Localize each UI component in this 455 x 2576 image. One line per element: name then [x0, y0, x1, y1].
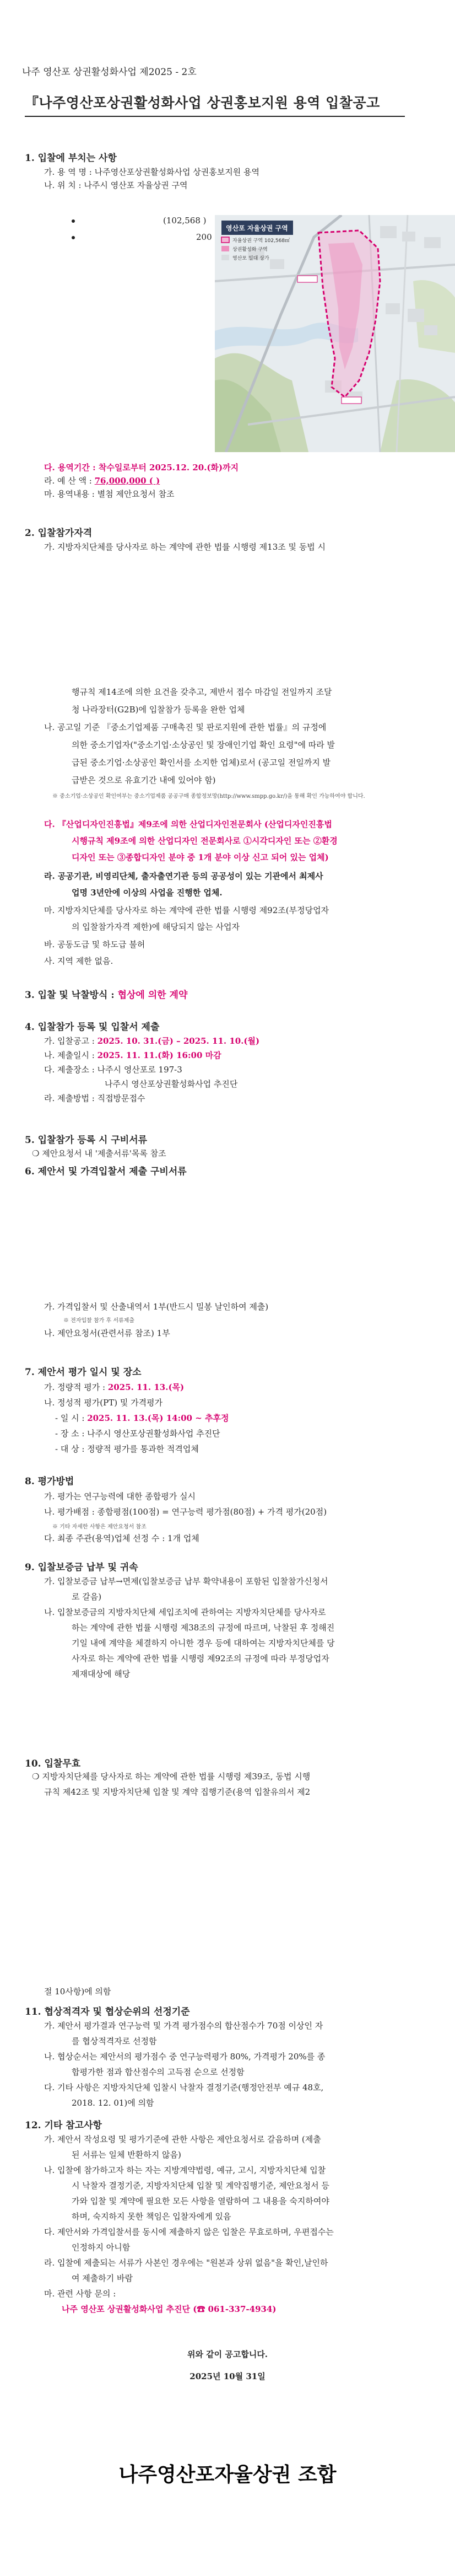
s2-d1: 라. 공공기관, 비영리단체, 출자출연기관 등의 공공성이 있는 기관에서 최제사 [44, 871, 323, 881]
section-9-heading: 9. 입찰보증금 납부 및 귀속 [25, 1562, 138, 1573]
s9-a1: 가. 입찰보증금 납부→면제(입찰보증금 납부 확약내용이 포함된 입찰참가신청서 [44, 1576, 328, 1586]
s9-b1: 나. 입찰보증금의 지방자치단체 세입조치에 관하여는 지방자치단체를 당사자로 [44, 1607, 326, 1617]
s6-ga: 가. 가격입찰서 및 산출내역서 1부(반드시 밀봉 날인하여 제출) [44, 1302, 269, 1312]
s1-bullet-count: 200 [72, 232, 212, 243]
s2-b2: 의한 중소기업자("중소기업·소상공인 및 장애인기업 확인 요령"에 따라 발 [72, 740, 335, 750]
s9-a2: 로 갈음) [72, 1592, 102, 1602]
s7-b: 나. 정성적 평가(PT) 및 가격평가 [44, 1398, 163, 1408]
s1-scope: 마. 용역내용 : 별첨 제안요청서 참조 [44, 489, 175, 499]
s9-b4: 사자로 하는 계약에 관한 법률 시행령 제92조의 규정에 따라 부정당업자 [72, 1654, 329, 1663]
s11-c2: 2018. 12. 01)에 의함 [72, 2098, 154, 2108]
page-title: 『나주영산포상권활성화사업 상권홍보지원 용역 입찰공고 [25, 95, 380, 111]
s2-c2: 시행규칙 제9조에 의한 산업디자인 전문회사로 ①시각디자인 또는 ②환경 [72, 836, 338, 846]
s4-c2: 나주시 영산포상권활성화사업 추진단 [105, 1079, 238, 1089]
s4-d: 라. 제출방법 : 직접방문접수 [44, 1093, 145, 1103]
s2-b3: 급된 중소기업·소상공인 확인서를 소지한 업체)로서 (공고일 전일까지 발 [72, 758, 331, 768]
s12-a2: 된 서류는 일체 반환하지 않음) [72, 2150, 181, 2160]
s11-c1: 다. 기타 사항은 지방자치단체 입찰시 낙찰자 결정기준(행정안전부 예규 48호, [44, 2083, 324, 2092]
district-map-image [215, 215, 455, 452]
s1-period: 다. 용역기간 : 착수일로부터 2025.12. 20.(화)까지 [44, 463, 239, 473]
section-8-heading: 8. 평가방법 [25, 1476, 74, 1487]
s12-b3: 가와 입찰 및 계약에 필요한 모든 사항을 열람하여 그 내용을 숙지하여야 [72, 2196, 329, 2206]
closing-line: 위와 같이 공고합니다. [187, 2349, 268, 2359]
bullet-icon [72, 219, 75, 223]
s10-a1: ❍ 지방자치단체를 당사자로 하는 계약에 관한 법률 시행령 제39조, 동법 시행 [32, 1772, 311, 1781]
s2-a2: 행규칙 제14조에 의한 요건을 갖추고, 제반서 접수 마감일 전일까지 조달 [72, 687, 332, 697]
section-10-heading: 10. 입찰무효 [25, 1758, 81, 1769]
s6-note: ※ 전자입찰 참가 후 서류제출 [63, 1318, 134, 1324]
s2-b1: 나. 공고일 기준 『중소기업제품 구매촉진 및 판로지원에 관한 법률』의 규정에 [44, 722, 327, 732]
district-map [215, 215, 455, 452]
s2-f: 바. 공동도급 및 하도급 불허 [44, 940, 145, 949]
s7-b1: - 일 시 : 2025. 11. 13.(목) 14:00 ~ 추후정 [55, 1413, 229, 1423]
bullet-icon [72, 236, 75, 239]
s5-item: ❍ 제안요청서 내 '제출서류'목록 참조 [32, 1149, 166, 1158]
s2-b4: 급받은 것으로 유효기간 내에 있어야 함) [72, 775, 216, 785]
s9-b3: 기일 내에 계약을 체결하지 아니한 경우 등에 대하여는 지방자치단체를 당 [72, 1638, 335, 1648]
s11-b1: 나. 협상순서는 제안서의 평가점수 중 연구능력평가 80%, 가격평가 20%를 종 [44, 2052, 326, 2062]
section-2-heading: 2. 입찰참가자격 [25, 528, 93, 539]
s10-a3: 절 10사항)에 의함 [44, 1987, 111, 1997]
s4-b: 나. 제출일시 : 2025. 11. 11.(화) 16:00 마감 [44, 1050, 221, 1060]
legend-swatch-core [221, 246, 229, 251]
s1-budget: 라. 예 산 액 : 76,000,000 ( ) [44, 476, 160, 486]
s12-b4: 하며, 숙지하지 못한 책임은 입찰자에게 있음 [72, 2212, 231, 2221]
section-6-heading: 6. 제안서 및 가격입찰서 제출 구비서류 [25, 1166, 187, 1177]
s7-b3: - 대 상 : 정량적 평가를 통과한 적격업체 [55, 1444, 199, 1454]
s1-service-name: 가. 용 역 명 : 나주영산포상권활성화사업 상권홍보지원 용역 [44, 167, 259, 177]
map-legend-shops: 영산포 일대 상가 [232, 256, 269, 261]
s2-g: 사. 지역 제한 없음. [44, 956, 113, 966]
s12-c2: 인정하지 아니함 [72, 2242, 131, 2252]
s2-a: 가. 지방자치단체를 당사자로 하는 계약에 관한 법률 시행령 제13조 및 동법 시 [44, 542, 326, 552]
document-number: 나주 영산포 상권활성화사업 제2025 - 2호 [22, 67, 197, 78]
s2-e2: 의 입찰참가자격 제한)에 해당되지 않는 사업자 [72, 922, 240, 932]
section-5-heading: 5. 입찰참가 등록 시 구비서류 [25, 1135, 148, 1146]
section-11-heading: 11. 협상적격자 및 협상순위의 선정기준 [25, 2006, 190, 2017]
s7-b2: - 장 소 : 나주시 영산포상권활성화사업 추진단 [55, 1429, 220, 1439]
legend-swatch-district [221, 237, 229, 243]
s1-location: 나. 위 치 : 나주시 영산포 자율상권 구역 [44, 180, 188, 190]
s8-c: 다. 최종 주관(용역)업체 선정 수 : 1개 업체 [44, 1533, 199, 1543]
s2-c1: 다. 『산업디자인진흥법』제9조에 의한 산업디자인전문회사 (산업디자인진흥법 [44, 819, 332, 829]
s11-a1: 가. 제안서 평가결과 연구능력 및 가격 평가점수의 합산점수가 70점 이상인 자 [44, 2021, 323, 2031]
s9-b2: 하는 계약에 관한 법률 시행령 제38조의 규정에 따르며, 낙찰된 후 정해진 [72, 1623, 335, 1633]
closing-date: 2025년 10월 31일 [189, 2371, 266, 2381]
s6-na: 나. 제안요청서(관련서류 참조) 1부 [44, 1328, 170, 1338]
section-1-heading: 1. 입찰에 부치는 사항 [25, 153, 117, 164]
s8-b: 나. 평가배점 : 종합평점(100점) = 연구능력 평가점(80점) + 가격 평가(20점) [44, 1507, 327, 1517]
s12-e: 마. 관련 사항 문의 : [44, 2289, 116, 2299]
s12-a1: 가. 제안서 작성요령 및 평가기준에 관한 사항은 제안요청서로 갈음하며 (제출 [44, 2134, 321, 2144]
s11-a2: 를 협상적격자로 선정함 [72, 2036, 157, 2046]
s11-b2: 합평가한 점과 합산점수의 고득점 순으로 선정함 [72, 2067, 245, 2077]
s4-a: 가. 입찰공고 : 2025. 10. 31.(금) – 2025. 11. 10.(월) [44, 1036, 260, 1046]
map-title: 영산포 자율상권 구역 [226, 224, 288, 232]
s9-b5: 제재대상에 해당 [72, 1669, 131, 1679]
s2-e1: 마. 지방자치단체를 당사자로 하는 계약에 관한 법률 시행령 제92조(부정당업자 [44, 905, 329, 915]
s2-a3: 청 나라장터(G2B)에 입찰참가 등록을 완한 업체 [72, 705, 245, 715]
organization-name: 나주영산포자율상권 조합 [118, 2464, 337, 2486]
s12-d1: 라. 입찰에 제출되는 서류가 사본인 경우에는 "원본과 상위 없음"을 확인,날인하 [44, 2258, 328, 2268]
map-legend-core: 상권활성화 구역 [232, 247, 268, 253]
section-7-heading: 7. 제안서 평가 일시 및 장소 [25, 1367, 142, 1378]
s4-c: 다. 제출장소 : 나주시 영산포로 197-3 [44, 1065, 182, 1075]
s8-note: ※ 기타 자세한 사항은 제안요청서 참조 [52, 1524, 147, 1530]
s2-c3: 디자인 또는 ③종합디자인 분야 중 1개 분야 이상 신고 되어 있는 업체) [72, 852, 329, 862]
s2-note: ※ 중소기업·소상공인 확인여부는 중소기업제품 공공구매 종합정보망(http://www.smpp.go.kr/)을 통해 확인 가능하여야 합니다. [52, 793, 365, 799]
legend-swatch-shops [221, 255, 229, 260]
s7-a: 가. 정량적 평가 : 2025. 11. 13.(목) [44, 1382, 185, 1392]
s12-b1: 나. 입찰에 참가하고자 하는 자는 지방계약법령, 예규, 고시, 지방자치단체 입찰 [44, 2165, 326, 2175]
map-legend-district: 자율상권 구역 102,568㎡ [232, 238, 290, 244]
section-3-heading: 3. 입찰 및 낙찰방식 : 협상에 의한 계약 [25, 990, 188, 1001]
section-12-heading: 12. 기타 참고사항 [25, 2120, 102, 2131]
contact-line: 나주 영산포 상권활성화사업 추진단 (☎ 061-337-4934) [62, 2304, 277, 2314]
s2-d2: 업명 3년안에 이상의 사업을 진행한 업체. [72, 888, 223, 898]
s12-c1: 다. 제안서와 가격입찰서를 동시에 제출하지 않은 입찰은 무효로하며, 우편접수는 [44, 2227, 334, 2237]
s12-b2: 시 낙찰자 결정기준, 지방자치단체 입찰 및 계약집행기준, 제안요청서 등 [72, 2181, 329, 2191]
title-divider [25, 116, 405, 117]
s1-bullet-area: (102,568 ) [72, 215, 207, 226]
s10-a2: 규칙 제42조 및 지방자치단체 입찰 및 계약 집행기준(용역 입찰유의서 제2 [44, 1787, 311, 1797]
s12-d2: 여 제출하기 바람 [72, 2273, 133, 2283]
s8-a: 가. 평가는 연구능력에 대한 종합평가 실시 [44, 1491, 196, 1501]
section-4-heading: 4. 입찰참가 등록 및 입찰서 제출 [25, 1022, 160, 1033]
